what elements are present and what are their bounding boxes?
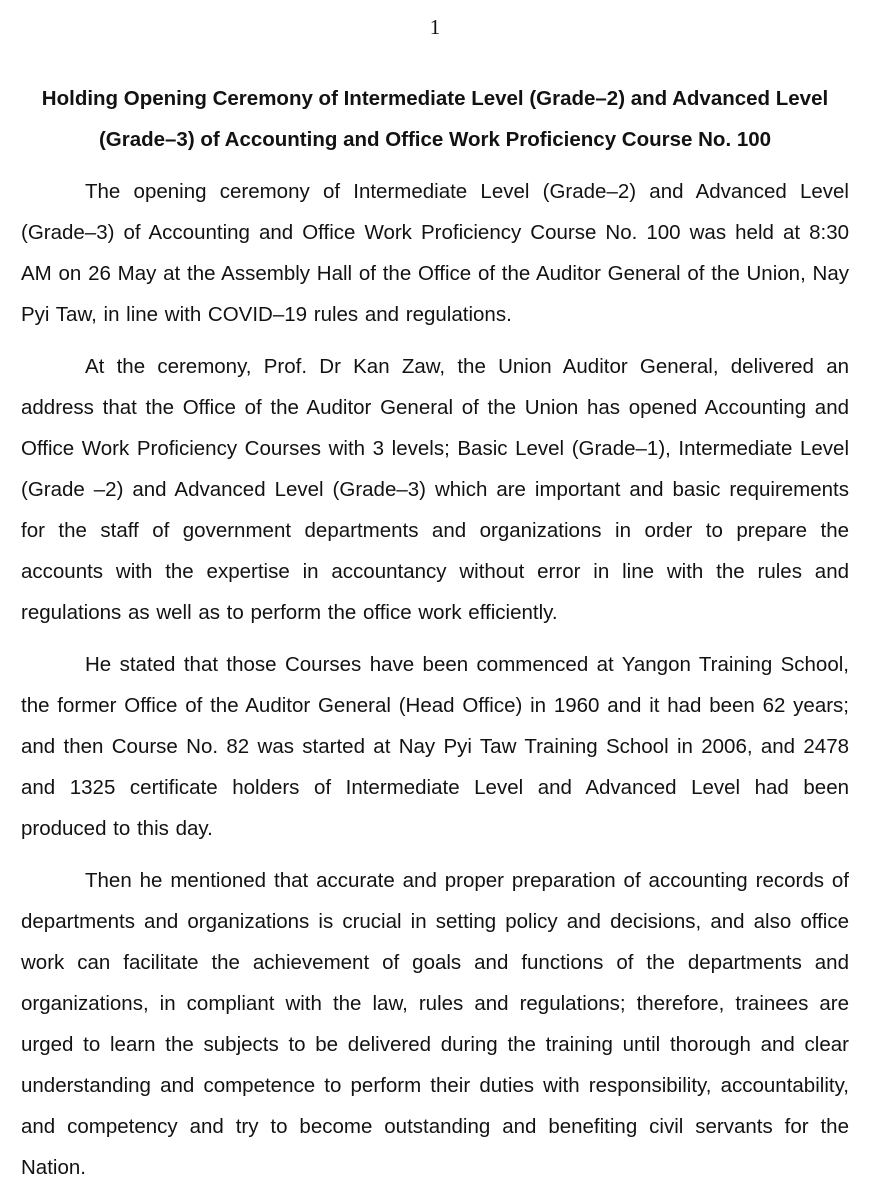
paragraph-opening-ceremony: The opening ceremony of Intermediate Level (Grade–2) and Advanced Level (Grade–3) of Accounting and Office Work Proficiency Course No. 100 was held at 8:30 AM on 26 May at the Assembly Hall of the Office of the Auditor General of the Union, Nay Pyi Taw, in line with COVID–19 rules and regulations. — [21, 180, 849, 326]
paragraph-course-history: He stated that those Courses have been commenced at Yangon Training School, the former Office of the Auditor General (Head Office) in 1960 and it had been 62 years; and then Course No. 82 was started at Nay Pyi Taw Training School in 2006, and 2478 and 1325 certificate holders of Intermediate Level and Advanced Level had been produced to this day. — [21, 653, 849, 840]
document-body — [21, 171, 849, 1188]
page-number: 1 — [429, 15, 441, 39]
document-title: Holding Opening Ceremony of Intermediate Level (Grade–2) and Advanced Level (Grade–3) of Accounting and Office Work Proficiency Course No. 100 — [41, 87, 829, 151]
paragraph-auditor-general-address: At the ceremony, Prof. Dr Kan Zaw, the Union Auditor General, delivered an address that the Office of the Auditor General of the Union has opened Accounting and Office Work Proficiency Courses with 3 levels; Basic Level (Grade–1), Intermediate Level (Grade –2) and Advanced Level (Grade–3) which are important and basic requirements for the staff of government departments and organizations in order to prepare the accounts with the expertise in accountancy without error in line with the rules and regulations as well as to perform the office work efficiently. — [21, 355, 849, 624]
paragraph-trainee-exhortation: Then he mentioned that accurate and proper preparation of accounting records of departments and organizations is crucial in setting policy and decisions, and also office work can facilitate the achievement of goals and functions of the departments and organizations, in compliant with the law, rules and regulations; therefore, trainees are urged to learn the subjects to be delivered during the training until thorough and clear understanding and competence to perform their duties with responsibility, accountability, and competency and try to become outstanding and benefiting civil servants for the Nation. — [21, 869, 849, 1179]
